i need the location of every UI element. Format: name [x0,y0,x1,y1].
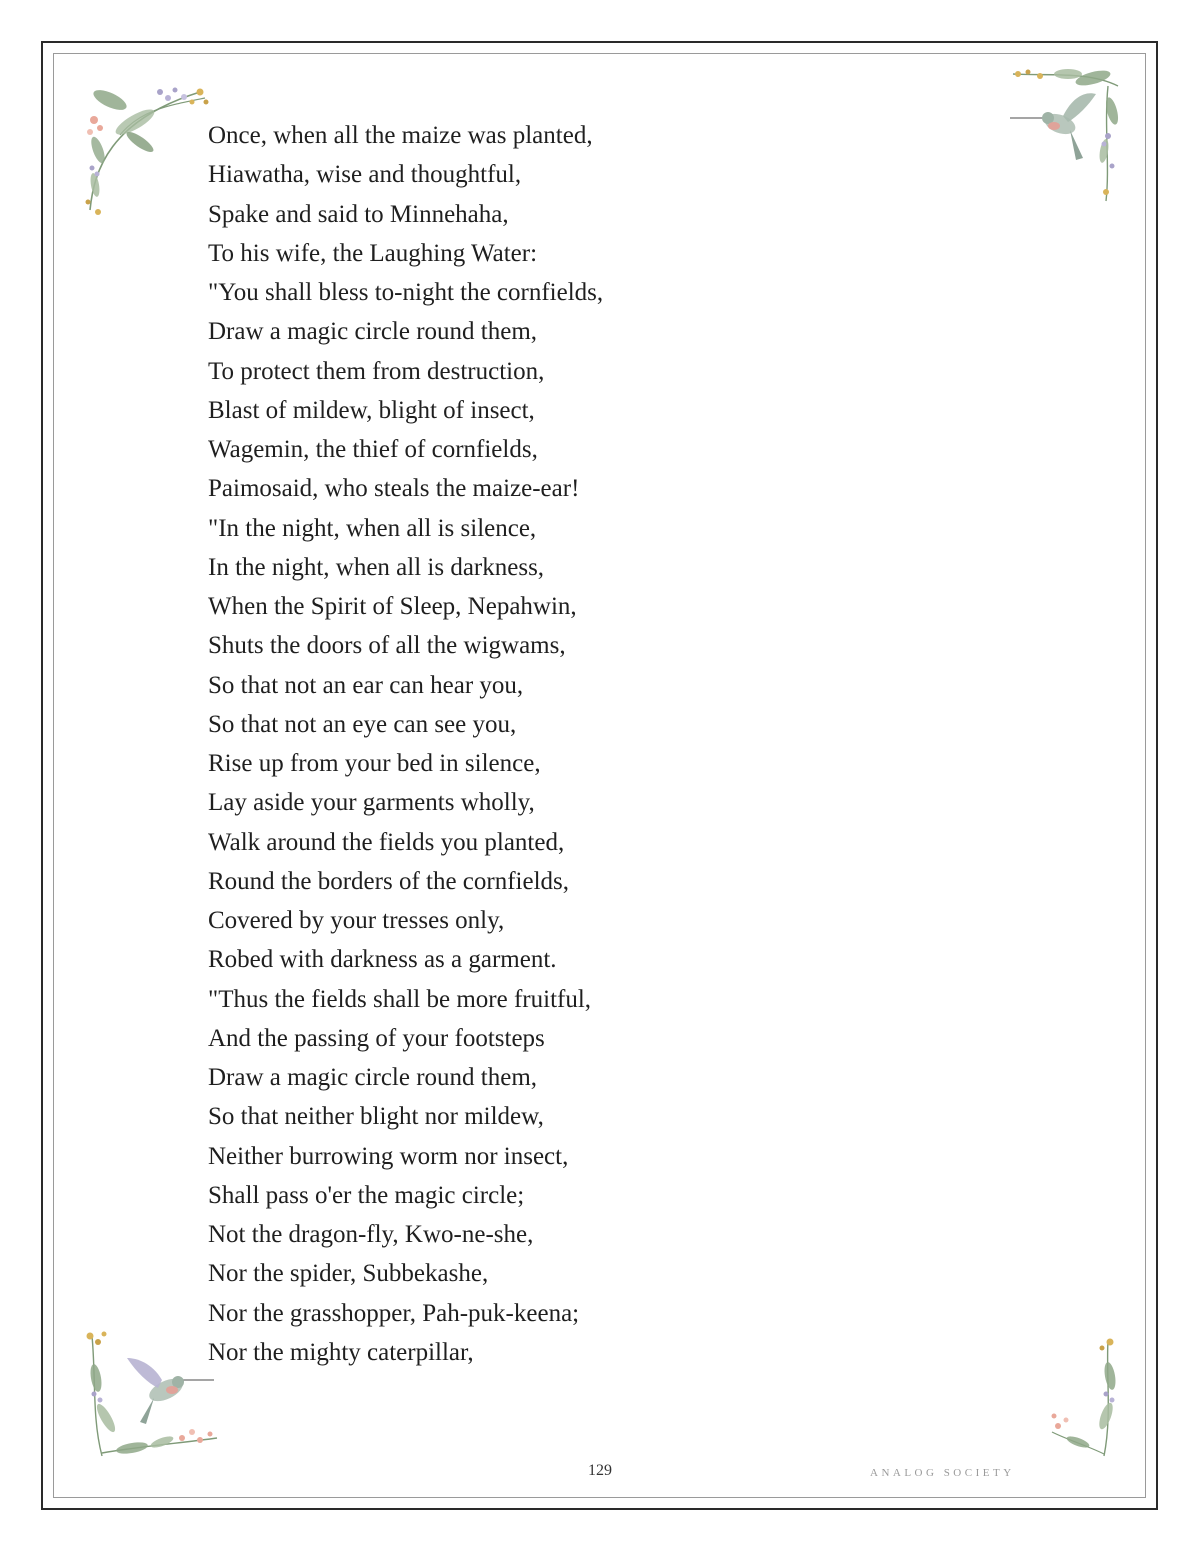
poem-line: In the night, when all is darkness, [208,553,545,581]
poem-line: Paimosaid, who steals the maize-ear! [208,475,580,503]
poem-line: Spake and said to Minnehaha, [208,200,509,228]
publisher-brand: ANALOG SOCIETY [870,1467,1015,1479]
poem-line: Hiawatha, wise and thoughtful, [208,161,522,189]
poem-line: Nor the spider, Subbekashe, [208,1260,489,1288]
poem-line: Shall pass o'er the magic circle; [208,1181,525,1209]
poem-text [208,116,603,1372]
poem-line: Rise up from your bed in silence, [208,750,541,777]
poem-line: Covered by your tresses only, [208,907,505,934]
floral-corner-icon [80,80,215,220]
poem-line: Neither burrowing worm nor insect, [208,1142,569,1170]
poem-line: So that neither blight nor mildew, [208,1103,544,1131]
poem-line: And the passing of your footsteps [208,1024,545,1052]
poem-line: So that not an eye can see you, [208,710,517,738]
page-number: 129 [588,1462,612,1479]
hummingbird-floral-icon [1008,66,1123,206]
hummingbird-floral-icon [82,1328,222,1460]
poem-line: Robed with darkness as a garment. [208,946,557,974]
poem-line: Draw a magic circle round them, [208,318,538,346]
poem-line: To his wife, the Laughing Water: [208,239,538,267]
poem-line: Nor the grasshopper, Pah-puk-keena; [208,1299,580,1327]
poem-line: To protect them from destruction, [208,357,545,385]
poem-line: Nor the mighty caterpillar, [208,1338,474,1366]
poem-line: "Thus the fields shall be more fruitful, [208,985,592,1013]
poem-line: Lay aside your garments wholly, [208,789,535,817]
poem-line: Walk around the fields you planted, [208,828,565,856]
poem-line: Shuts the doors of all the wigwams, [208,632,566,660]
poem-line: So that not an ear can hear you, [208,671,524,699]
poem-line: Blast of mildew, blight of insect, [208,396,535,424]
poem-line: Wagemin, the thief of cornfields, [208,436,538,463]
poem-line: Once, when all the maize was planted, [208,122,593,149]
poem-line: When the Spirit of Sleep, Nepahwin, [208,593,577,620]
poem-line: Round the borders of the cornfields, [208,867,570,895]
poem-line: Draw a magic circle round them, [208,1064,538,1091]
floral-corner-icon [1048,1336,1123,1460]
poem-line: "In the night, when all is silence, [208,514,537,542]
poem-line: "You shall bless to-night the cornfields, [208,279,604,306]
poem-line: Not the dragon-fly, Kwo-ne-she, [208,1221,534,1248]
